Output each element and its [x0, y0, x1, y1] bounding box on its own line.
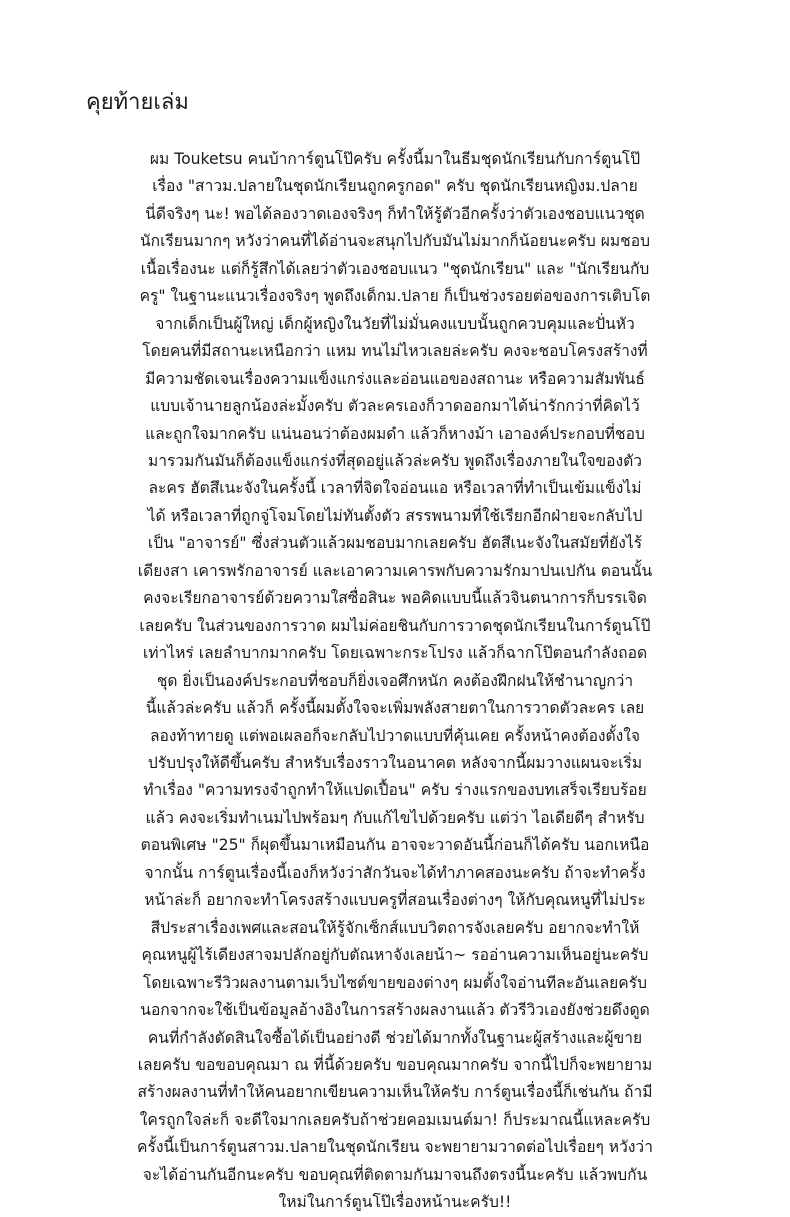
text-line: นอกจากจะใช้เป็นข้อมูลอ้างอิงในการสร้างผลงานแล้ว ตัวรีวิวเองยังช่วยดึงดูด	[140, 1001, 650, 1020]
text-line: จะได้อ่านกันอีกนะครับ ขอบคุณที่ติดตามกันมาจนถึงตรงนี้นะครับ แล้วพบกัน	[142, 1165, 648, 1184]
text-line: ผม Touketsu คนบ้าการ์ตูนโป๊ครับ ครั้งนี้มาในธีมชุดนักเรียนกับการ์ตูนโป๊	[149, 150, 641, 168]
text-line: โดยคนที่มีสถานะเหนือกว่า แหม ทนไม่ไหวเลยล่ะครับ คงจะชอบโครงสร้างที่	[142, 342, 648, 361]
text-line: ลองท้าทายดู แต่พอเผลอก็จะกลับไปวาดแบบที่คุ้นเคย ครั้งหน้าคงต้องตั้งใจ	[149, 726, 641, 745]
text-line: ได้ หรือเวลาที่ถูกจู่โจมโดยไม่ทันตั้งตัว สรรพนามที่ใช้เรียกอีกฝ่ายจะกลับไป	[147, 506, 643, 525]
text-line: เท่าไหร่ เลยลำบากมากครับ โดยเฉพาะกระโปรง แล้วก็ฉากโป๊ตอนกำลังถอด	[142, 644, 648, 663]
text-line: คุณหนูผู้ไร้เดียงสาจมปลักอยู่กับตัณหาจังเลยน้า~ รออ่านความเห็นอยู่นะครับ	[141, 946, 649, 965]
text-line: ครั้งนี้เป็นการ์ตูนสาวม.ปลายในชุดนักเรียน จะพยายามวาดต่อไปเรื่อยๆ หวังว่า	[137, 1138, 653, 1157]
text-line: คงจะเรียกอาจารย์ด้วยความใสซื่อสินะ พอคิดแบบนี้แล้วจินตนาการก็บรรเจิด	[143, 589, 647, 608]
text-line: สีประสาเรื่องเพศและสอนให้รู้จักเซ็กส์แบบวิตถารจังเลยครับ อยากจะทำให้	[150, 918, 640, 937]
text-line: นี้แล้วล่ะครับ แล้วก็ ครั้งนี้ผมตั้งใจจะเพิ่มพลังสายตาในการวาดตัวละคร เลย	[145, 699, 645, 718]
text-line: จากนั้น การ์ตูนเรื่องนี้เองก็หวังว่าสักวันจะได้ทำภาคสองนะครับ ถ้าจะทำครั้ง	[144, 863, 646, 882]
text-line: สร้างผลงานที่ทำให้คนอยากเขียนความเห็นให้ครับ การ์ตูนเรื่องนี้ก็เช่นกัน ถ้ามี	[137, 1083, 653, 1102]
text-line: และถูกใจมากครับ แน่นอนว่าต้องผมดำ แล้วก็หางม้า เอาองค์ประกอบที่ชอบ	[145, 424, 645, 443]
text-line: ชุด ยิ่งเป็นองค์ประกอบที่ชอบก็ยิ่งเจอศึกหนัก คงต้องฝึกฝนให้ชำนาญกว่า	[156, 671, 634, 690]
text-line: โดยเฉพาะรีวิวผลงานตามเว็บไซต์ขายของต่างๆ ผมตั้งใจอ่านทีละอันเลยครับ	[143, 973, 647, 992]
text-line: นี่ดีจริงๆ นะ! พอได้ลองวาดเองจริงๆ ก็ทำให้รู้ตัวอีกครั้งว่าตัวเองชอบแนวชุด	[145, 204, 645, 223]
text-line: ใครถูกใจล่ะก็ จะดีใจมากเลยครับถ้าช่วยคอมเมนต์มา! ก็ประมาณนี้แหละครับ	[139, 1110, 651, 1129]
text-line: หน้าล่ะก็ อยากจะทำโครงสร้างแบบครูที่สอนเรื่องต่างๆ ให้กับคุณหนูที่ไม่ประ	[144, 891, 646, 910]
text-line: จากเด็กเป็นผู้ใหญ่ เด็กผู้หญิงในวัยที่ไม่มั่นคงแบบนั้นถูกควบคุมและปั่นหัว	[155, 314, 635, 333]
text-line: ครู" ในฐานะแนวเรื่องจริงๆ พูดถึงเด็กม.ปลาย ก็เป็นช่วงรอยต่อของการเติบโต	[139, 287, 651, 306]
text-line: มีความชัดเจนเรื่องความแข็งแกร่งและอ่อนแอของสถานะ หรือความสัมพันธ์	[145, 369, 645, 388]
text-line: นักเรียนมากๆ หวังว่าคนที่ได้อ่านจะสนุกไปกับมันไม่มากก็น้อยนะครับ ผมชอบ	[139, 232, 650, 251]
text-line: ปรับปรุงให้ดีขึ้นครับ สำหรับเรื่องราวในอนาคต หลังจากนี้ผมวางแผนจะเริ่ม	[147, 753, 643, 772]
text-line: มารวมกันมันก็ต้องแข็งแกร่งที่สุดอยู่แล้วล่ะครับ พูดถึงเรื่องภายในใจของตัว	[147, 451, 643, 470]
text-line: เลยครับ ขอขอบคุณมา ณ ที่นี้ด้วยครับ ขอบคุณมากครับ จากนี้ไปก็จะพยายาม	[137, 1055, 653, 1074]
text-line: แล้ว คงจะเริ่มทำเนมไปพร้อมๆ กับแก้ไขไปด้วยครับ แต่ว่า ไอเดียดีๆ สำหรับ	[145, 808, 645, 827]
text-line: เป็น "อาจารย์" ซึ่งส่วนตัวแล้วผมชอบมากเลยครับ ฮัตสึเนะจังในสมัยที่ยังไร้	[147, 534, 643, 553]
text-line: เนื้อเรื่องนะ แต่ก็รู้สึกได้เลยว่าตัวเองชอบแนว "ชุดนักเรียน" และ "นักเรียนกับ	[140, 259, 650, 278]
text-line: เลยครับ ในส่วนของการวาด ผมไม่ค่อยชินกับการวาดชุดนักเรียนในการ์ตูนโป๊	[139, 616, 651, 635]
page-title: คุยท้ายเล่ม	[86, 90, 189, 115]
afterword-body	[60, 146, 730, 1217]
text-line: แบบเจ้านายลูกน้องล่ะมั้งครับ ตัวละครเองก็วาดออกมาได้น่ารักกว่าที่คิดไว้	[150, 397, 640, 416]
text-line: ใหม่ในการ์ตูนโป๊เรื่องหน้านะครับ!!	[278, 1193, 512, 1212]
text-line: คนที่กำลังตัดสินใจซื้อได้เป็นอย่างดี ช่วยได้มากทั้งในฐานะผู้สร้างและผู้ขาย	[147, 1028, 643, 1047]
text-line: ละคร ฮัตสึเนะจังในครั้งนี้ เวลาที่จิตใจอ่อนแอ หรือเวลาที่ทำเป็นเข้มแข็งไม่	[148, 479, 642, 498]
text-line: ทำเรื่อง "ความทรงจำถูกทำให้แปดเปื้อน" ครับ ร่างแรกของบทเสร็จเรียบร้อย	[143, 781, 647, 800]
text-line: เดียงสา เคารพรักอาจารย์ และเอาความเคารพกับความรักมาปนเปกัน ตอนนั้น	[137, 561, 653, 580]
text-line: ตอนพิเศษ "25" ก็ผุดขึ้นมาเหมือนกัน อาจจะวาดอันนี้ก่อนก็ได้ครับ นอกเหนือ	[140, 836, 650, 855]
text-line: เรื่อง "สาวม.ปลายในชุดนักเรียนถูกครูกอด" ครับ ชุดนักเรียนหญิงม.ปลาย	[152, 177, 638, 196]
